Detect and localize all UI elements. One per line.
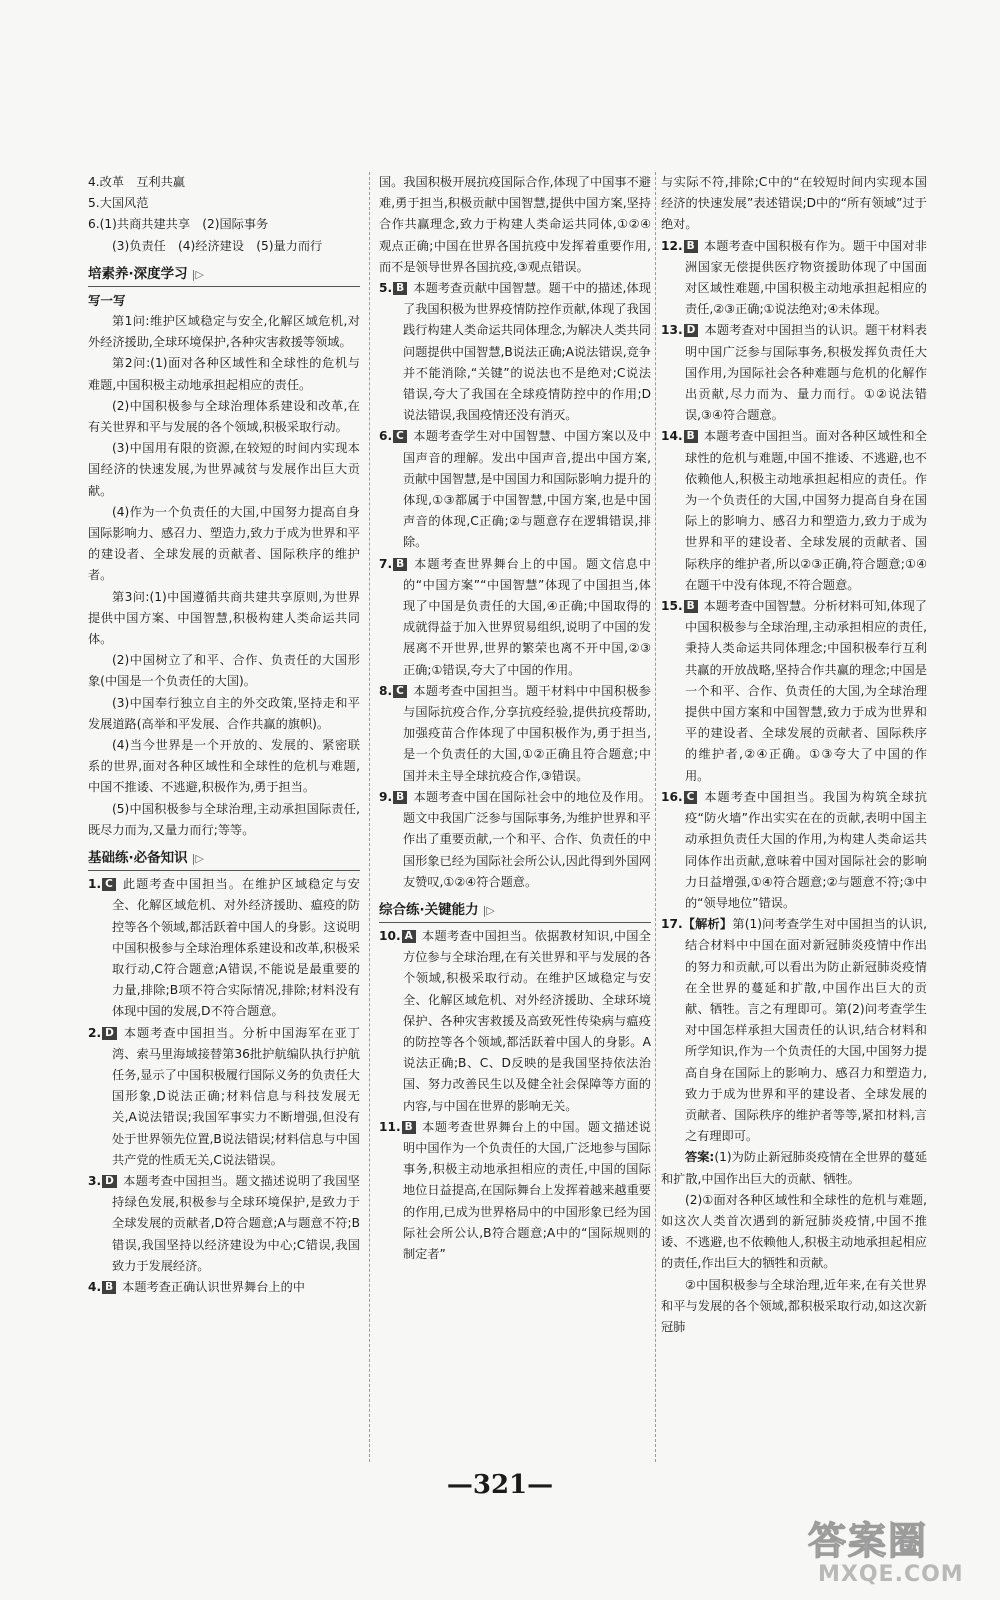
answer-item: 11. B 本题考查世界舞台上的中国。题文描述说明中国作为一个负责任的大国,广泛地参与国际事务,积极主动地承担相应的责任,中国的国际地位日益提高,在国际舞台上发挥着越来越重要的作用,已成为世界格局中的中国形象已经为国际社会所公认,B符合题意;A中的“国际规则的制定者” [379,1119,651,1261]
section-arrow-icon: |▷ [191,852,204,866]
section-heading: 培素养·深度学习 |▷ [88,263,360,287]
watermark [790,1510,990,1595]
answer-item: 3. D 本题考查中国担当。题文描述说明了我国坚持绿色发展,积极参与全球环境保护,是致力于全球发展的贡献者,D符合题意;A与题意不符;B错误,我国坚持以经济建设为中心;C错误,我国致力于发展经济。 [88,1173,360,1273]
column-left [88,172,360,1298]
page-number: —321— [446,1470,554,1500]
answer-item: 9. B 本题考查中国在国际社会中的地位及作用。题文中我国广泛参与国际事务,为维护世界和平作出了重要贡献,一个和平、合作、负责任的中国形象已经为国际社会所公认,因此得到外国网友赞叹,①②④符合题意。 [379,789,651,889]
sub-heading: 写一写 [88,292,126,308]
watermark-logo: 答案圈 [808,1519,929,1563]
paragraph: 第3问:(1)中国遵循共商共建共享原则,为世界提供中国方案、中国智慧,积极构建人类命运共同体。 [88,589,360,647]
answer-item: 15. B 本题考查中国智慧。分析材料可知,体现了中国积极参与全球治理,主动承担相应的责任,秉持人类命运共同体理念;中国积极奉行互利共赢的开放战略,坚持合作共赢的理念;中国是一个和平、合作、负责任的大国,为全球治理提供中国方案和中国智慧,致力于成为世界和平的建设者、全球发展的贡献者、国际秩序的维护者,②④正确。①③夸大了中国的作用。 [661,599,927,783]
answer-item: 8. C 本题考查中国担当。题干材料中中国积极参与国际抗疫合作,分享抗疫经验,提供抗疫帮助,加强疫苗合作体现了中国积极作为,勇于担当,是一个负责任的大国,①②正确且符合题意;中国并未主导全球抗疫合作,③错误。 [379,683,651,783]
answer-item: 2. D 本题考查中国担当。分析中国海军在亚丁湾、索马里海域接替第36批护航编队执行护航任务,显示了中国积极履行国际义务的负责任大国形象,D说法正确;材料信息与科技发展无关,A说法错误;我国军事实力不断增强,但没有处于世界领先位置,B说法错误;材料信息与中国共产党的性质无关,C说法错误。 [88,1025,360,1167]
answer-key-badge: B [402,1121,416,1134]
answer-key-badge: C [684,791,698,804]
answer-paragraph: 答案:(1)为防止新冠肺炎疫情在全世界的蔓延和扩散,中国作出巨大的贡献、牺牲。 [661,1150,928,1186]
answer-item: 17.【解析】第(1)问考查学生对中国担当的认识,结合材料中中国在面对新冠肺炎疫情中作出的努力和贡献,可以看出为防止新冠肺炎疫情在全世界的蔓延和扩散,中国作出巨大的贡献、牺牲。言之有理即可。第(2)问考查学生对中国怎样承担大国责任的认识,结合材料和所学知识,作为一个负责任的大国,中国努力提高自身在国际上的影响力、感召力和塑造力,致力于成为世界和平的建设者、全球发展的贡献者、国际秩序的维护者等等,紧扣材料,言之有理即可。 [661,917,928,1144]
answer-key-badge: C [393,685,407,698]
answer-key-badge: B [102,1281,116,1294]
answer-key-badge: B [684,430,698,443]
paragraph: (3)中国奉行独立自主的外交政策,坚持走和平发展道路(高举和平发展、合作共赢的旗帜)。 [88,695,360,731]
answer-line: 5.大国风范 [88,196,149,211]
section-arrow-icon: |▷ [482,903,495,917]
answer-key-badge: B [684,240,698,253]
answer-key-badge: B [393,791,407,804]
paragraph: (4)作为一个负责任的大国,中国努力提高自身国际影响力、感召力、塑造力,致力于成为世界和平的建设者、全球发展的贡献者、国际秩序的维护者。 [88,504,360,583]
answer-item: 12. B 本题考查中国积极有作为。题干中国对非洲国家无偿提供医疗物资援助体现了中国面对区域性难题,中国积极主动地承担起相应的责任,②③正确;①说法绝对;④未体现。 [661,238,927,317]
answer-item: 10. A 本题考查中国担当。依据教材知识,中国全方位参与全球治理,在有关世界和平与发展的各个领域,积极采取行动。在维护区域稳定与安全、化解区域危机、对外经济援助、全球环境保护、各种灾害救援及高致死性传染病与瘟疫的防控等各个领域,都活跃着中国人的身影。A说法正确;B、C、D反映的是我国坚持依法治国、努力改善民生以及健全社会保障等方面的内容,与中国在世界的影响无关。 [379,928,651,1113]
answer-item: 4. B 本题考查正确认识世界舞台上的中 [88,1279,305,1294]
answer-item: 16. C 本题考查中国担当。我国为构筑全球抗疫“防火墙”作出实实在在的贡献,表明中国主动承担负责任大国的作用,为构建人类命运共同体作出贡献,意味着中国对国际社会的影响力日益增强,①④符合题意;②与题意不符;③中的“领导地位”错误。 [661,789,927,910]
answer-tag: 答案: [685,1150,715,1165]
answer-key-badge: D [102,1027,117,1040]
paragraph: 国。我国积极开展抗疫国际合作,体现了中国事不避难,勇于担当,积极贡献中国智慧,提供中国方案,坚持合作共赢理念,致力于构建人类命运共同体,①②④观点正确;中国在世界各国抗疫中发挥着重要作用,而不是领导世界各国抗疫,③观点错误。 [379,175,651,274]
section-heading: 基础练·必备知识 |▷ [88,847,360,871]
column-middle [379,172,651,1265]
answer-line: (3)负责任 (4)经济建设 (5)量力而行 [112,238,323,253]
answer-item: 13. D 本题考查对中国担当的认识。题干材料表明中国广泛参与国际事务,积极发挥负责任大国作用,为国际社会各种难题与危机的化解作出贡献,尽力而为、量力而行。①②说法错误,③④符合题意。 [661,323,927,423]
answer-paragraph: ②中国积极参与全球治理,近年来,在有关世界和平与发展的各个领域,都积极采取行动,如这次新冠肺 [661,1277,927,1334]
section-arrow-icon: |▷ [191,267,204,281]
paragraph: (4)当今世界是一个开放的、发展的、紧密联系的世界,面对各种区域性和全球性的危机与难题,中国不推诿、不逃避,积极作为,勇于担当。 [88,738,360,795]
answer-key-badge: B [393,282,407,295]
answer-key-badge: A [402,930,416,943]
column-right [661,172,927,1338]
paragraph: 第1问:维护区域稳定与安全,化解区域危机,对外经济援助,全球环境保护,各种灾害救援等领域。 [88,314,360,350]
answer-key-badge: D [684,324,699,337]
analysis-tag: 【解析】 [682,917,733,932]
column-divider [369,172,370,1462]
answer-key-badge: C [393,430,407,443]
answer-item: 7. B 本题考查世界舞台上的中国。题文信息中的“中国方案”“中国智慧”体现了中国担当,体现了中国是负责任的大国,④正确;中国取得的成就得益于加入世界贸易组织,说明了中国的发展离不开世界,世界的繁荣也离不开中国,②③正确;①错误,夸大了中国的作用。 [379,556,651,677]
answer-line: 4.改革 互利共赢 [88,175,185,189]
section-heading: 综合练·关键能力 |▷ [379,899,651,923]
answer-key-badge: D [102,1175,117,1188]
answer-item: 1. C 此题考查中国担当。在维护区域稳定与安全、化解区域危机、对外经济援助、瘟疫的防控等各个领域,都活跃着中国人的身影。这说明中国积极参与全球治理体系建设和改革,积极采取行动,C符合题意;A错误,不能说是最重要的力量,排除;B项不符合实际情况,排除;材料没有体现中国的发展,D不符合题意。 [88,877,360,1019]
answer-key-badge: C [102,878,116,891]
answer-item: 6. C 本题考查学生对中国智慧、中国方案以及中国声音的理解。发出中国声音,提出中国方案,贡献中国智慧,是中国国力和国际影响力提升的体现,①③都属于中国智慧,中国方案,也是中国声音的体现,C正确;②与题意存在逻辑错误,排除。 [379,429,651,550]
answer-line: 6.(1)共商共建共享 (2)国际事务 [88,217,269,232]
paragraph: 与实际不符,排除;C中的“在较短时间内实现本国经济的快速发展”表述错误;D中的“所有领域”过于绝对。 [661,175,927,232]
answer-key-badge: B [684,600,698,613]
paragraph: (2)中国积极参与全球治理体系建设和改革,在有关世界和平与发展的各个领域,积极采取行动。 [88,398,360,435]
paragraph: (3)中国用有限的资源,在较短的时间内实现本国经济的快速发展,为世界减贫与发展作出巨大贡献。 [88,441,360,498]
answer-item: 14. B 本题考查中国担当。面对各种区域性和全球性的危机与难题,中国不推诿、不逃避,也不依赖他人,积极主动地承担起相应的责任。作为一个负责任的大国,中国努力提高自身在国际上的影响力、感召力和塑造力,致力于成为世界和平的建设者、全球发展的贡献者、国际秩序的维护者,所以②③正确,符合题意;①④在题干中没有体现,不符合题意。 [661,429,927,592]
paragraph: (5)中国积极参与全球治理,主动承担国际责任,既尽力而为,又量力而行;等等。 [88,801,360,837]
answer-key-badge: B [393,558,407,571]
column-divider [655,172,656,1462]
watermark-url: MXQE.COM [818,1562,964,1587]
answer-item: 5. B 本题考查贡献中国智慧。题干中的描述,体现了我国积极为世界疫情防控作贡献,体现了我国践行构建人类命运共同体理念,为解决人类共同问题提供中国智慧,B说法正确;A说法错误,竞争并不能消除,“关键”的说法也不是绝对;C说法错误,夸大了我国在全球疫情防控中的作用;D说法错误,我国疫情还没有消灭。 [379,281,651,423]
answer-paragraph: (2)①面对各种区域性和全球性的危机与难题,如这次人类首次遇到的新冠肺炎疫情,中国不推诿、不逃避,也不依赖他人,积极主动地承担起相应的责任,作出巨大的牺牲和贡献。 [661,1192,927,1271]
paragraph: 第2问:(1)面对各种区域性和全球性的危机与难题,中国积极主动地承担起相应的责任。 [88,356,360,392]
paragraph: (2)中国树立了和平、合作、负责任的大国形象(中国是一个负责任的大国)。 [88,653,360,689]
